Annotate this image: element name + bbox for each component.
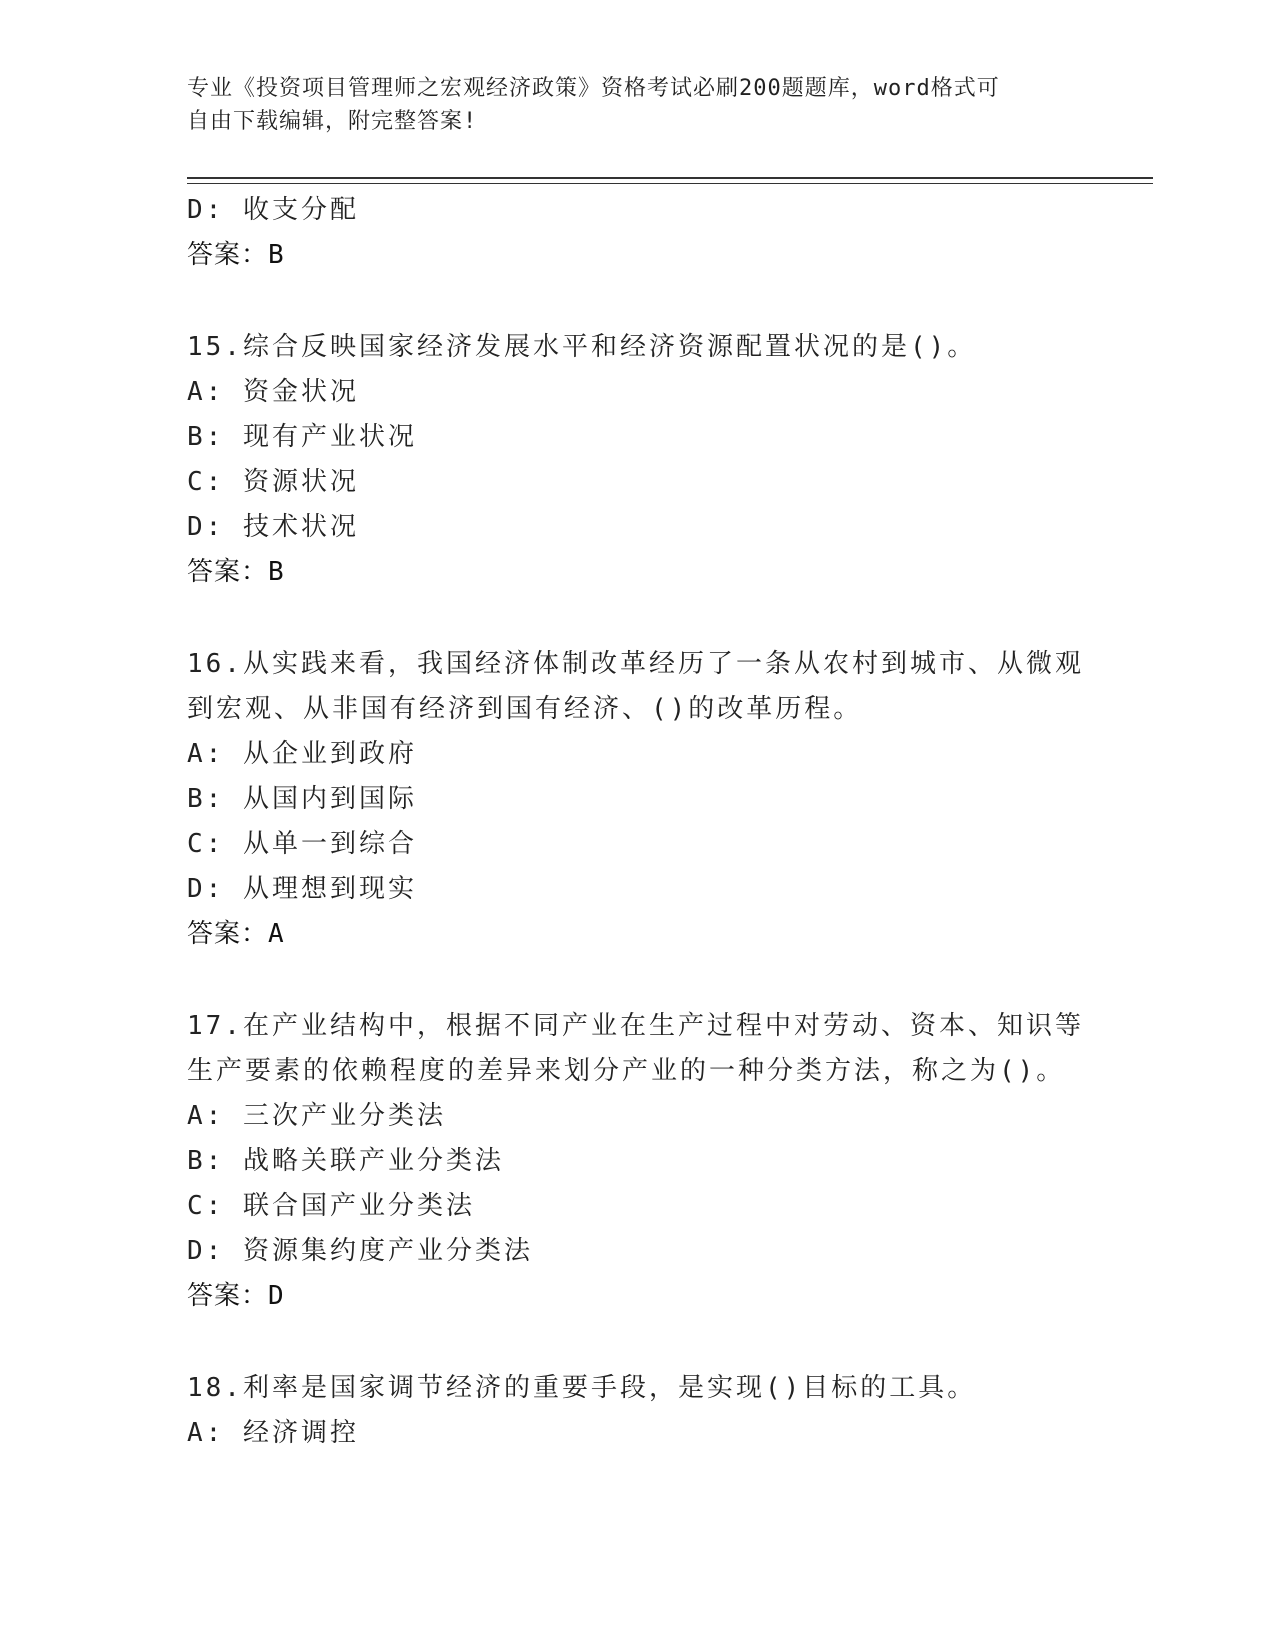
option-a: A: 三次产业分类法 (187, 1101, 446, 1131)
option-d: D: 收支分配 (187, 195, 359, 225)
question-18-text: 18.利率是国家调节经济的重要手段，是实现()目标的工具。 (187, 1373, 977, 1403)
option-a: A: 经济调控 (187, 1418, 359, 1448)
option-a: A: 从企业到政府 (187, 739, 417, 769)
header-divider-thin (187, 183, 1153, 184)
option-b: B: 战略关联产业分类法 (187, 1146, 504, 1176)
answer-line (187, 233, 1087, 278)
option-c: C: 资源状况 (187, 467, 359, 497)
question-15-text: 15.综合反映国家经济发展水平和经济资源配置状况的是()。 (187, 332, 977, 362)
spacer (187, 278, 1087, 325)
option-c: C: 联合国产业分类法 (187, 1191, 475, 1221)
answer-value: A (268, 919, 285, 949)
option-b: B: 从国内到国际 (187, 784, 417, 814)
answer-line (187, 550, 1087, 595)
option-c: C: 从单一到综合 (187, 829, 417, 859)
question-16-text-line-2: 到宏观、从非国有经济到国有经济、()的改革历程。 (187, 694, 863, 724)
header-line-1: 专业《投资项目管理师之宏观经济政策》资格考试必刷200题题库，word格式可 (187, 76, 1000, 101)
answer-value: D (268, 1281, 285, 1311)
question-17-text-line-2: 生产要素的依赖程度的差异来划分产业的一种分类方法，称之为()。 (187, 1056, 1066, 1086)
question-16-text-line-1: 16.从实践来看，我国经济体制改革经历了一条从农村到城市、从微观 (187, 649, 1084, 679)
answer-label: 答案： (187, 240, 269, 270)
spacer (187, 957, 1087, 1004)
spacer (187, 1319, 1087, 1366)
option-d: D: 从理想到现实 (187, 874, 417, 904)
answer-line (187, 1274, 1087, 1319)
answer-line (187, 912, 1087, 957)
option-d: D: 技术状况 (187, 512, 359, 542)
header-line-2: 自由下载编辑，附完整答案! (187, 109, 478, 134)
question-17-text-line-1: 17.在产业结构中，根据不同产业在生产过程中对劳动、资本、知识等 (187, 1011, 1084, 1041)
header-divider-thick (187, 177, 1153, 179)
question-list (187, 188, 1087, 1456)
option-b: B: 现有产业状况 (187, 422, 417, 452)
answer-label: 答案： (187, 1281, 269, 1311)
document-header (187, 72, 1087, 138)
answer-label: 答案： (187, 919, 269, 949)
option-d: D: 资源集约度产业分类法 (187, 1236, 533, 1266)
answer-label: 答案： (187, 557, 269, 587)
answer-value: B (268, 240, 285, 270)
spacer (187, 595, 1087, 642)
option-a: A: 资金状况 (187, 377, 359, 407)
answer-value: B (268, 557, 285, 587)
